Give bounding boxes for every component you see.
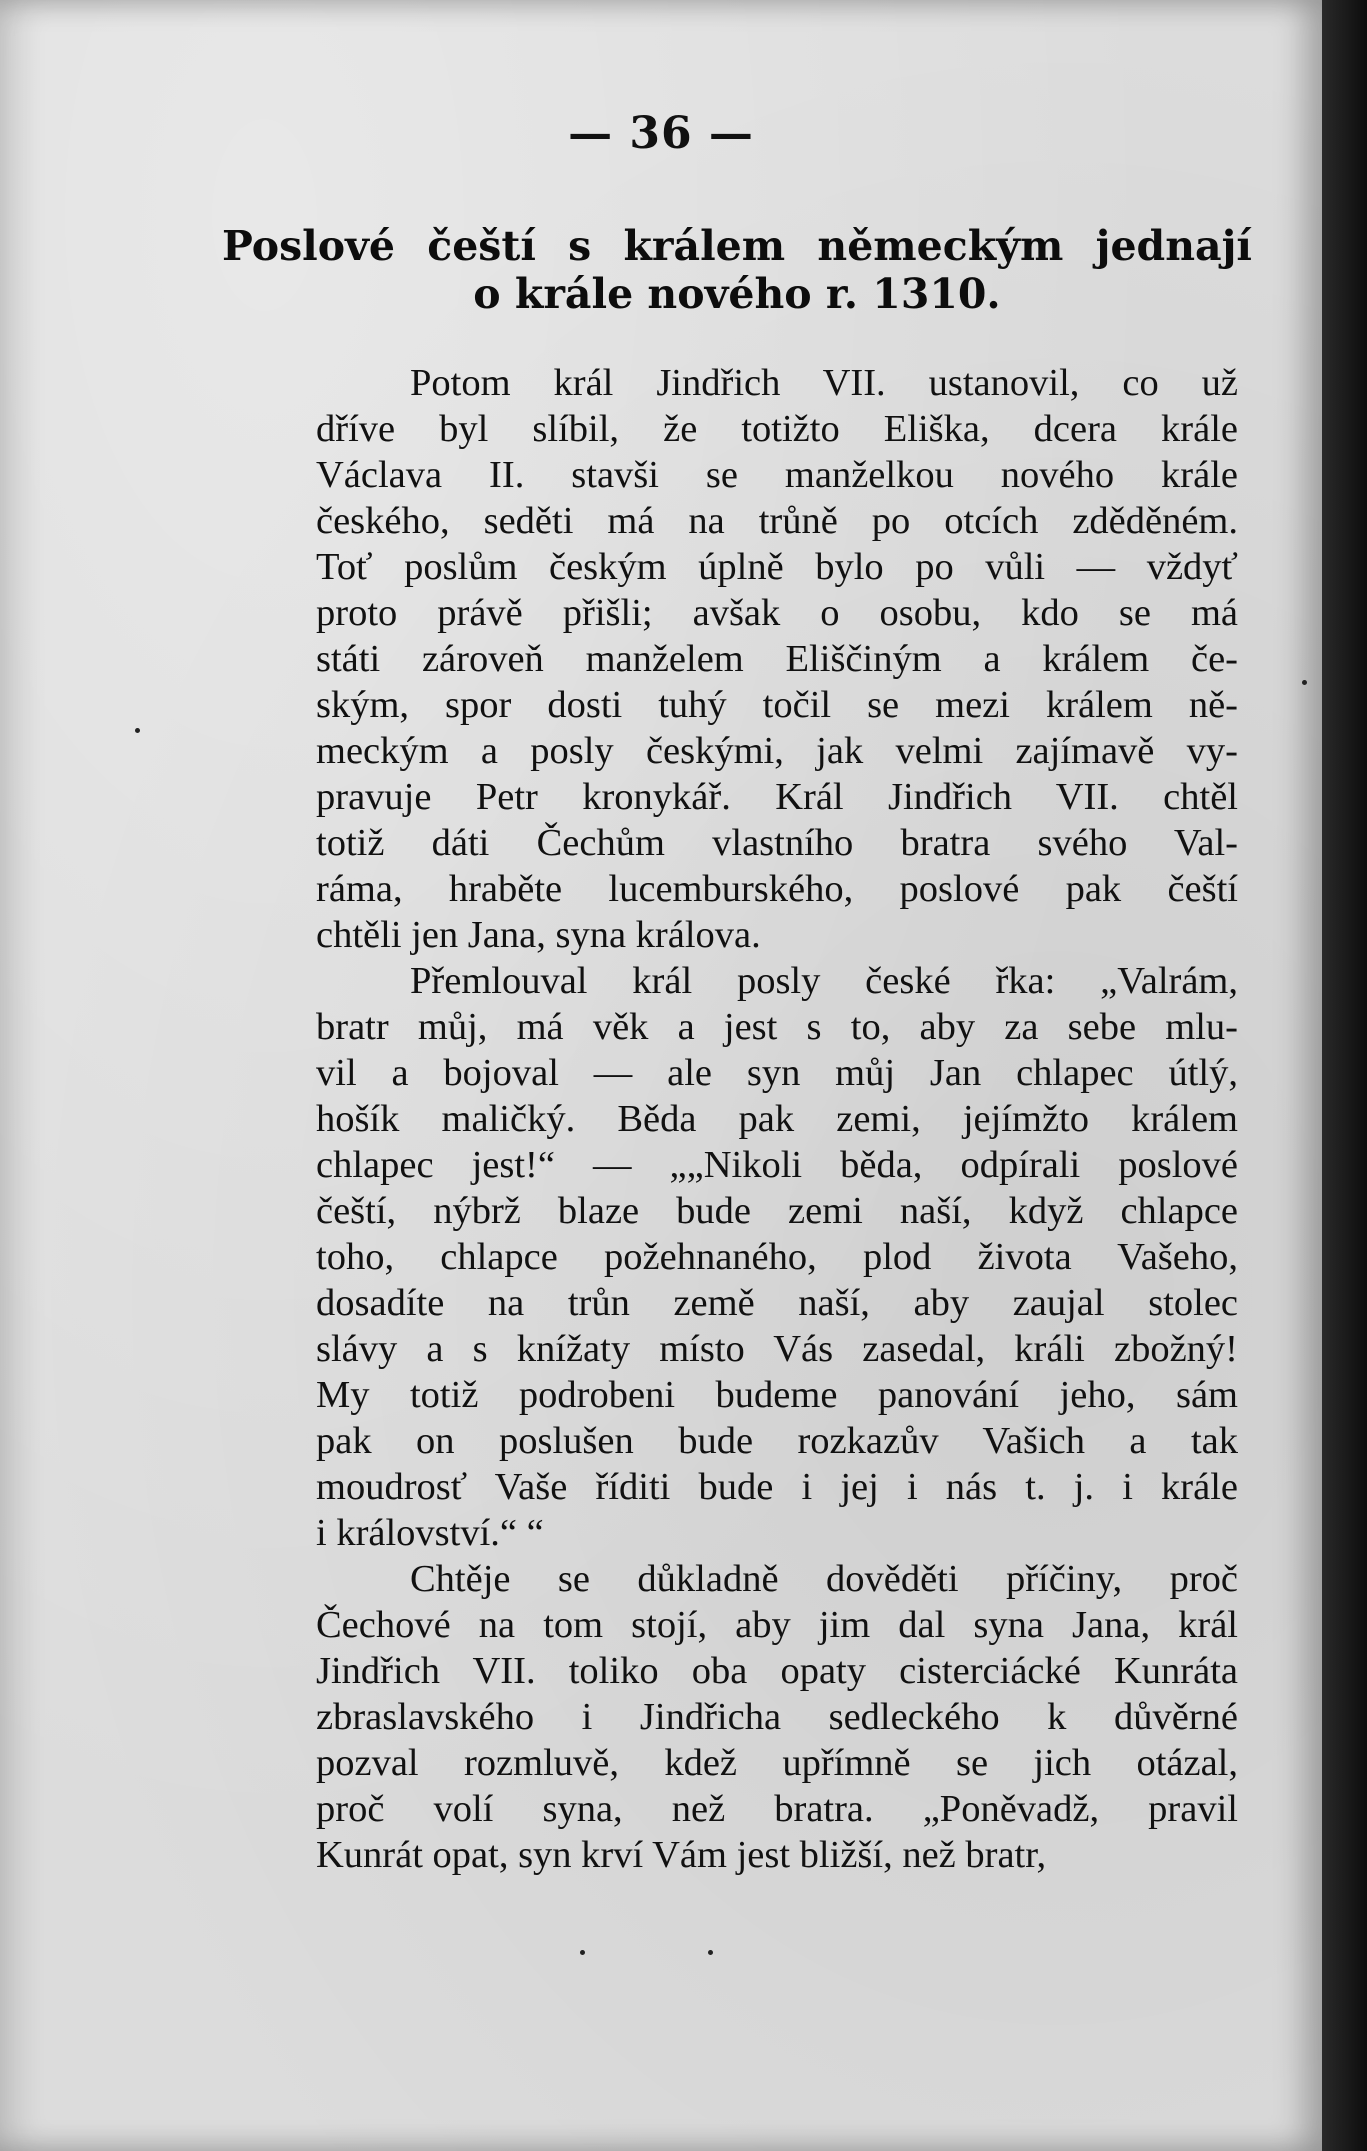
chapter-heading xyxy=(222,222,1252,318)
ink-speck xyxy=(135,728,140,733)
text-line: Toť poslům českým úplně bylo po vůli — vždyť xyxy=(316,546,1238,588)
text-line: vil a bojoval — ale syn můj Jan chlapec útlý, xyxy=(316,1052,1238,1094)
page-number: — 36 — xyxy=(568,108,754,159)
text-line: totiž dáti Čechům vlastního bratra svého Val- xyxy=(316,822,1238,864)
text-line: Jindřich VII. toliko oba opaty cisterciácké Kunráta xyxy=(316,1650,1238,1692)
text-line: bratr můj, má věk a jest s to, aby za sebe mlu- xyxy=(316,1006,1238,1048)
ink-speck xyxy=(580,1950,585,1955)
paragraph xyxy=(222,1556,1238,1878)
text-line: My totiž podrobeni budeme panování jeho, sám xyxy=(316,1374,1238,1416)
body-text xyxy=(222,360,1238,1878)
heading-line: Poslové čeští s králem německým jednají xyxy=(222,222,1252,270)
text-line: Kunrát opat, syn krví Vám jest bližší, než bratr, xyxy=(316,1834,1047,1876)
text-line: Čechové na tom stojí, aby jim dal syna Jana, král xyxy=(316,1604,1238,1646)
text-line: pravuje Petr kronykář. Král Jindřich VII. chtěl xyxy=(316,776,1238,818)
text-line: českého, seděti má na trůně po otcích zděděném. xyxy=(316,500,1238,542)
text-line: Potom král Jindřich VII. ustanovil, co už xyxy=(410,362,1238,404)
text-line: ským, spor dosti tuhý točil se mezi králem ně- xyxy=(316,684,1238,726)
ink-speck xyxy=(1302,680,1307,685)
text-line: i království.“ “ xyxy=(316,1512,544,1554)
text-line: čeští, nýbrž blaze bude zemi naší, když chlapce xyxy=(316,1190,1238,1232)
text-line: Přemlouval král posly české řka: „Valrám, xyxy=(410,960,1238,1002)
text-line: Chtěje se důkladně dověděti příčiny, proč xyxy=(410,1558,1238,1600)
ink-speck xyxy=(708,1950,713,1955)
page-edge-shadow xyxy=(1322,0,1367,2151)
heading-line: o krále nového r. 1310. xyxy=(473,270,1001,318)
text-line: pak on poslušen bude rozkazův Vašich a tak xyxy=(316,1420,1238,1462)
text-line: Václava II. stavši se manželkou nového krále xyxy=(316,454,1238,496)
text-line: meckým a posly českými, jak velmi zajímavě vy- xyxy=(316,730,1238,772)
text-line: zbraslavského i Jindřicha sedleckého k důvěrné xyxy=(316,1696,1238,1738)
text-line: chtěli jen Jana, syna králova. xyxy=(316,914,761,956)
text-line: ráma, hraběte lucemburského, poslové pak čeští xyxy=(316,868,1238,910)
paragraph xyxy=(222,958,1238,1556)
paragraph xyxy=(222,360,1238,958)
text-line: toho, chlapce požehnaného, plod života Vašeho, xyxy=(316,1236,1238,1278)
text-line: moudrosť Vaše říditi bude i jej i nás t. j. i krále xyxy=(316,1466,1238,1508)
text-line: chlapec jest!“ — „„Nikoli běda, odpírali poslové xyxy=(316,1144,1238,1186)
text-line: slávy a s knížaty místo Vás zasedal, králi zbožný! xyxy=(316,1328,1238,1370)
text-line: státi zároveň manželem Eliščiným a králem če- xyxy=(316,638,1238,680)
text-line: pozval rozmluvě, kdež upřímně se jich otázal, xyxy=(316,1742,1238,1784)
text-line: proč volí syna, než bratra. „Poněvadž, pravil xyxy=(316,1788,1238,1830)
text-line: proto právě přišli; avšak o osobu, kdo se má xyxy=(316,592,1238,634)
text-line: dosadíte na trůn země naší, aby zaujal stolec xyxy=(316,1282,1238,1324)
text-line: hošík maličký. Běda pak zemi, jejímžto králem xyxy=(316,1098,1238,1140)
text-line: dříve byl slíbil, že totižto Eliška, dcera krále xyxy=(316,408,1238,450)
